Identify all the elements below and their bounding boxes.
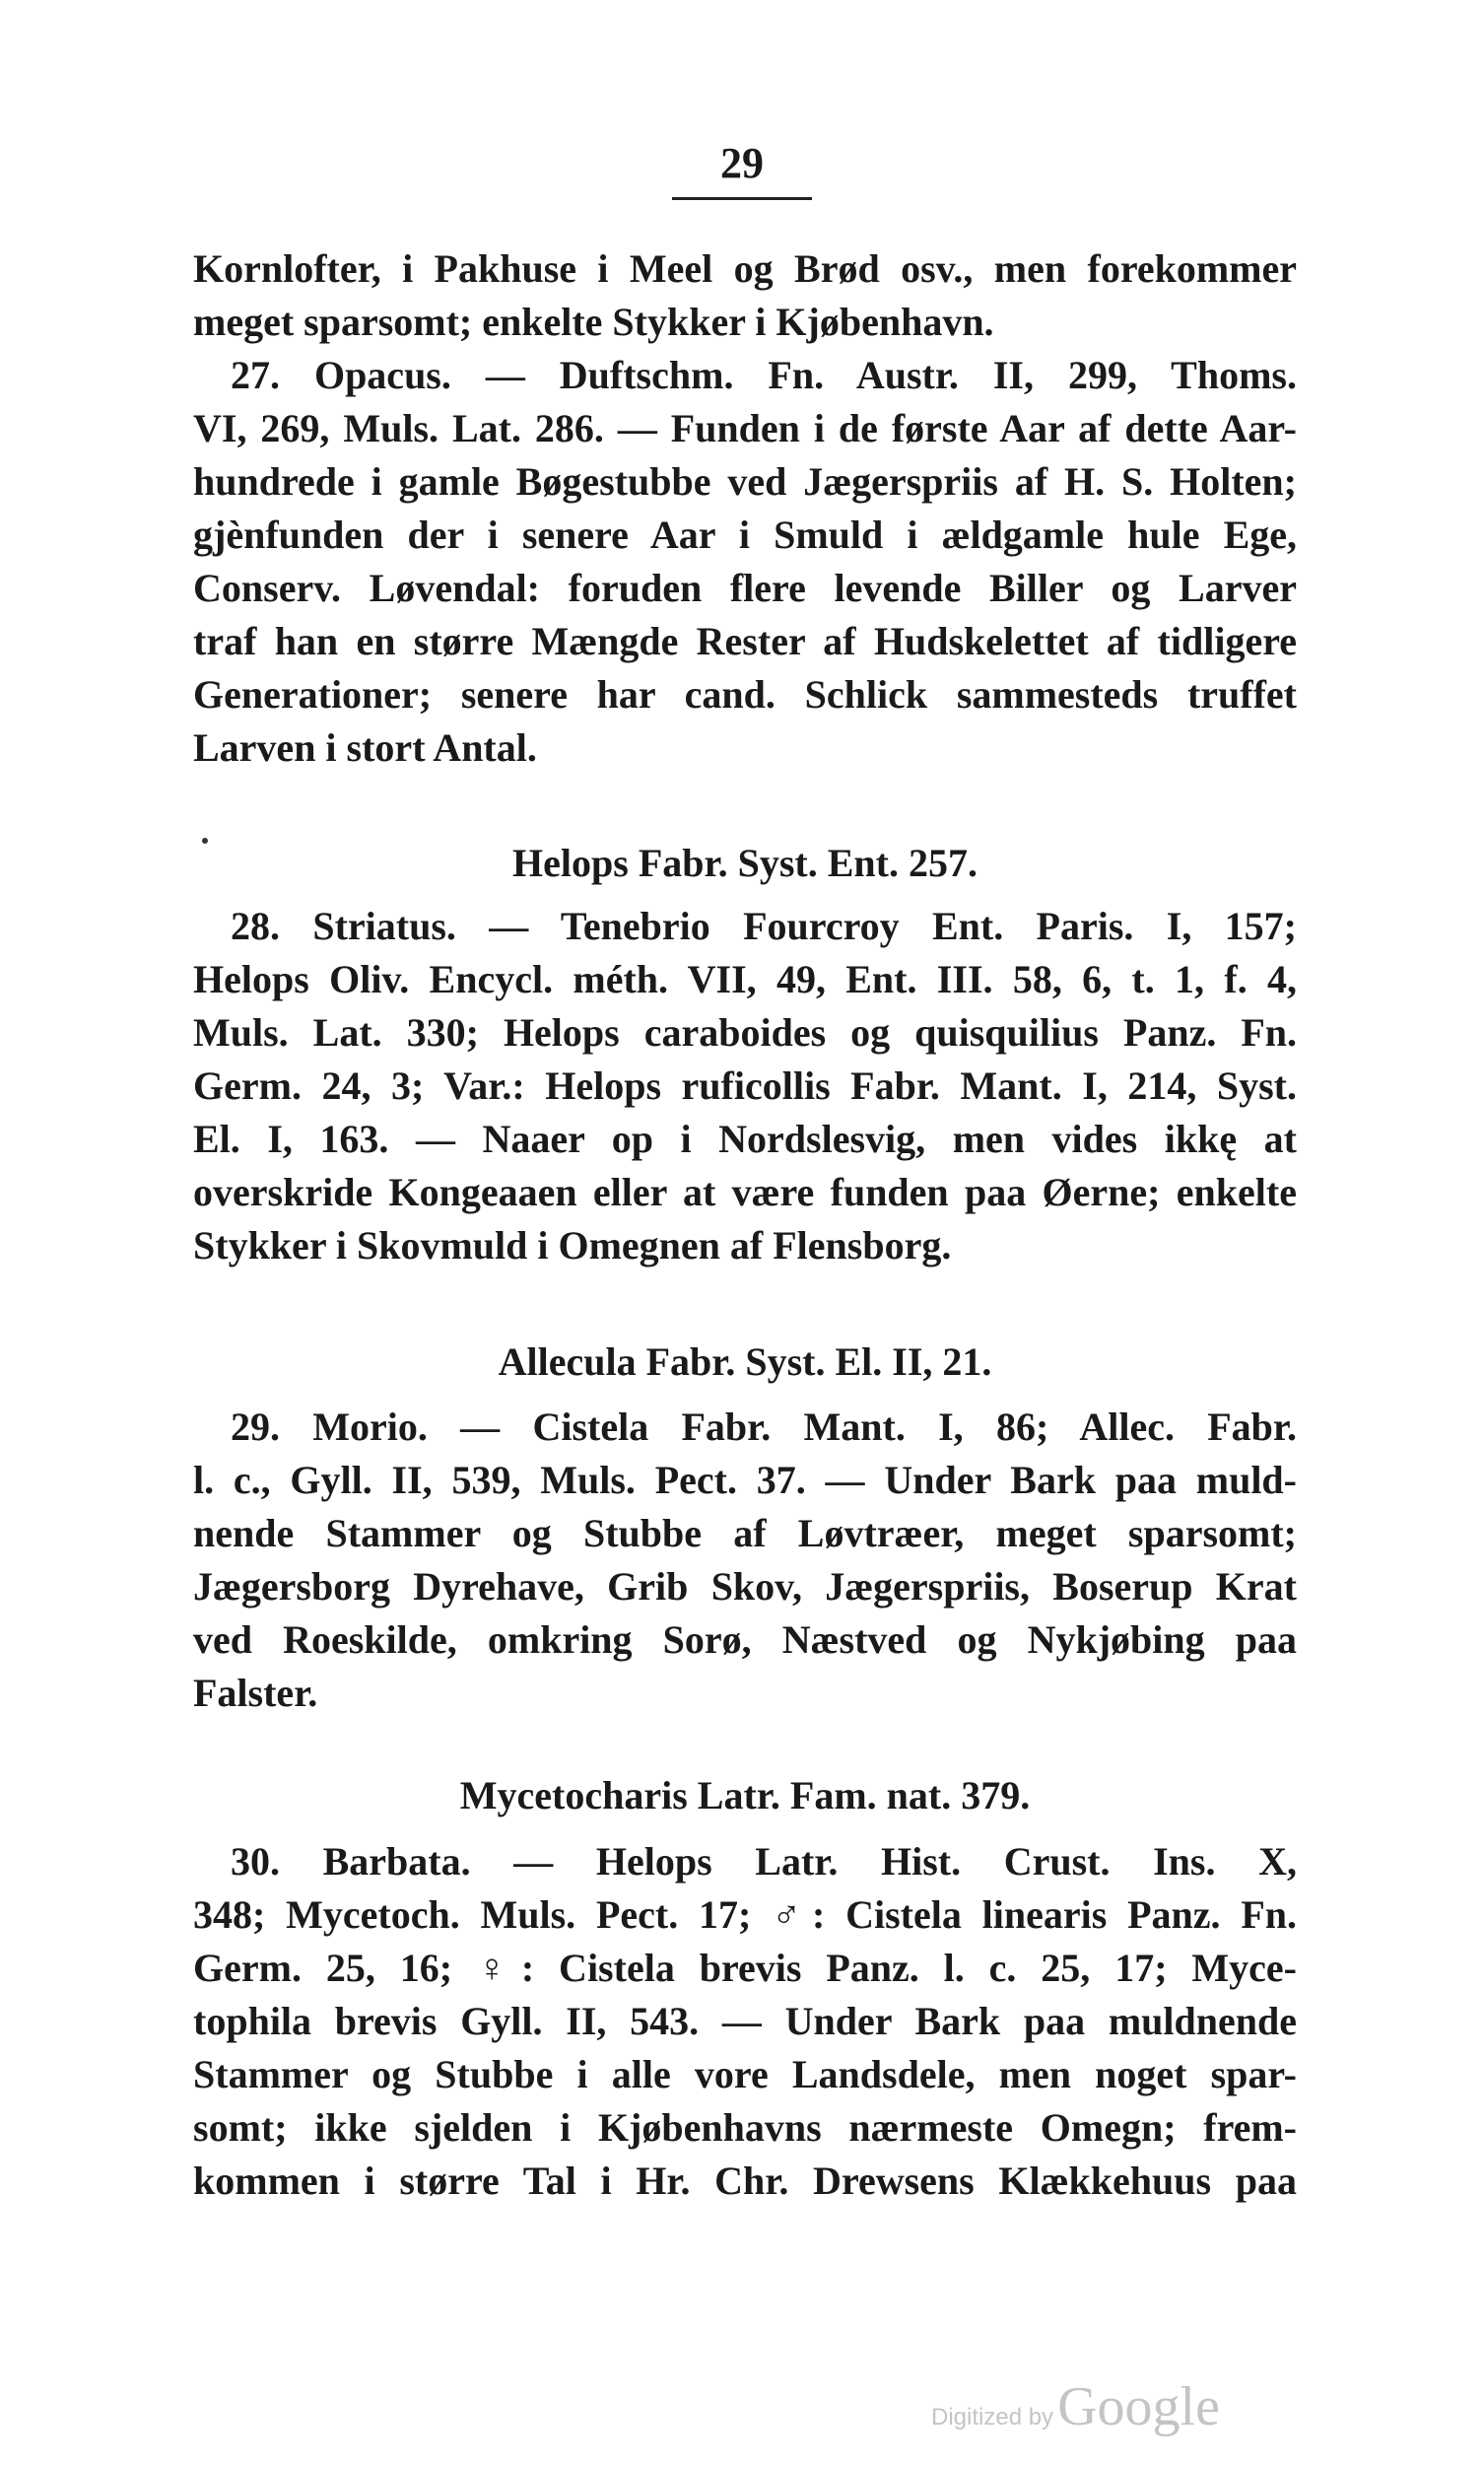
text-line: El. I, 163. — Naaer op i Nordslesvig, men vides ikkę at [193,1117,1297,1161]
paragraph-barbata [193,1835,1297,2208]
text-line: Muls. Lat. 330; Helops caraboides og quisquilius Panz. Fn. [193,1010,1297,1055]
text-line: 348; Mycetoch. Muls. Pect. 17; ♂: Cistela linearis Panz. Fn. [193,1892,1297,1937]
text-line: Larven i stort Antal. [193,725,537,770]
text-line: kommen i større Tal i Hr. Chr. Drewsens Klækkehuus paa [193,2159,1297,2203]
text-line: overskride Kongeaaen eller at være funden paa Øerne; enkelte [193,1170,1297,1214]
text-line: Conserv. Løvendal: foruden flere levende Biller og Larver [193,566,1297,610]
text-line: Germ. 25, 16; ♀: Cistela brevis Panz. l. c. 25, 17; Myce- [193,1946,1297,1990]
genus-heading-mycetocharis: Mycetocharis Latr. Fam. nat. 379. [459,1773,1031,1817]
digitized-watermark [931,2375,1220,2438]
text-line: 27. Opacus. — Duftschm. Fn. Austr. II, 299, Thoms. [231,353,1297,397]
text-line: ved Roeskilde, omkring Sorø, Næstved og Nykjøbing paa [193,1617,1297,1662]
text-line: Helops Oliv. Encycl. méth. VII, 49, Ent. III. 58, 6, t. 1, f. 4, [193,957,1297,1001]
text-line: meget sparsomt; enkelte Stykker i Kjøbenhavn. [193,300,994,344]
page-number-rule [672,197,812,200]
text-line: Stykker i Skovmuld i Omegnen af Flensborg. [193,1223,952,1268]
text-line: Falster. [193,1671,318,1715]
text-line: Generationer; senere har cand. Schlick sammesteds truffet [193,672,1297,717]
text-line: Germ. 24, 3; Var.: Helops ruficollis Fabr. Mant. I, 214, Syst. [193,1063,1297,1108]
text-line: Jægersborg Dyrehave, Grib Skov, Jægerspriis, Boserup Krat [193,1564,1297,1609]
text-line: gjènfunden der i senere Aar i Smuld i ældgamle hule Ege, [193,513,1297,557]
paragraph-opacus [193,242,1297,775]
text-line: traf han en større Mængde Rester af Hudskelettet af tidligere [193,619,1297,663]
text-line: 30. Barbata. — Helops Latr. Hist. Crust. Ins. X, [231,1839,1297,1884]
paragraph-striatus [193,900,1297,1272]
watermark-prefix: Digitized by [931,2404,1054,2431]
text-line: 29. Morio. — Cistela Fabr. Mant. I, 86; Allec. Fabr. [231,1405,1297,1449]
text-line: l. c., Gyll. II, 539, Muls. Pect. 37. — Under Bark paa muld- [193,1458,1297,1502]
text-line: nende Stammer og Stubbe af Løvtræer, meget sparsomt; [193,1511,1297,1555]
genus-heading-helops: Helops Fabr. Syst. Ent. 257. [512,841,978,885]
text-line: Kornlofter, i Pakhuse i Meel og Brød osv., men forekommer [193,246,1297,291]
text-line: somt; ikke sjelden i Kjøbenhavns nærmeste Omegn; frem- [193,2105,1297,2150]
page-number: 29 [720,139,764,187]
text-line: tophila brevis Gyll. II, 543. — Under Bark paa muldnende [193,1999,1297,2043]
text-line: Stammer og Stubbe i alle vore Landsdele, men noget spar- [193,2052,1297,2096]
paragraph-morio [193,1401,1297,1720]
genus-heading-allecula: Allecula Fabr. Syst. El. II, 21. [498,1339,992,1384]
text-line: 28. Striatus. — Tenebrio Fourcroy Ent. Paris. I, 157; [231,904,1297,948]
google-logo: Google [1057,2376,1220,2437]
text-line: hundrede i gamle Bøgestubbe ved Jægerspriis af H. S. Holten; [193,459,1297,504]
text-line: VI, 269, Muls. Lat. 286. — Funden i de første Aar af dette Aar- [193,406,1297,450]
